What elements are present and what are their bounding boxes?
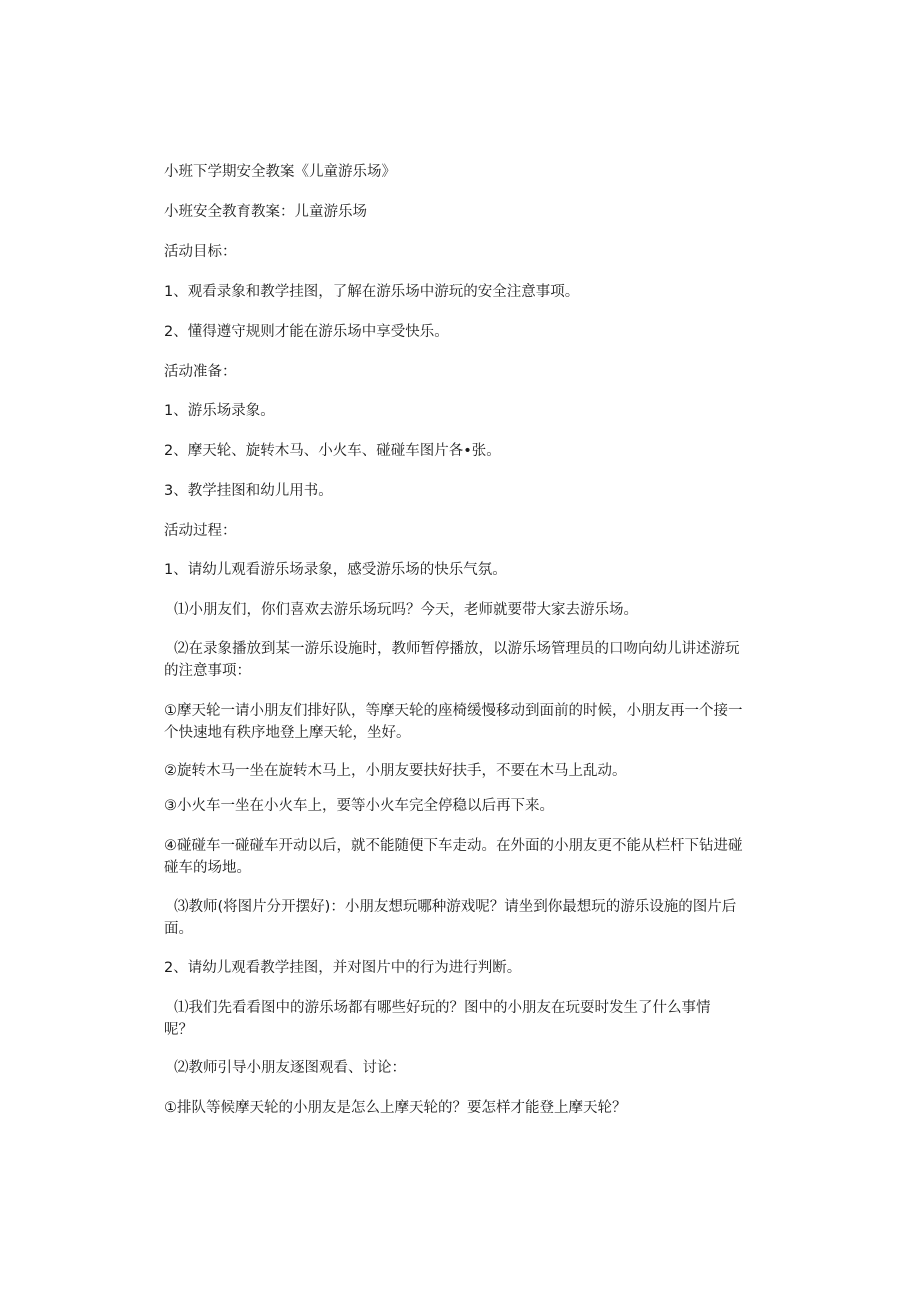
step-1-3-line-2: 面。 bbox=[164, 921, 193, 937]
prep-heading: 活动准备： bbox=[164, 364, 237, 380]
step-1-2-line-2: 的注意事项： bbox=[164, 663, 251, 679]
rule-3: ③小火车一坐在小火车上，要等小火车完全停稳以后再下来。 bbox=[164, 798, 554, 814]
step-1-2-line-1: ⑵在录象播放到某一游乐设施时，教师暂停播放，以游乐场管理员的口吻向幼儿讲述游玩 bbox=[174, 641, 740, 657]
document-title: 小班下学期安全教案《儿童游乐场》 bbox=[164, 164, 396, 180]
goal-item-1: 1、观看录象和教学挂图，了解在游乐场中游玩的安全注意事项。 bbox=[164, 284, 580, 300]
rule-2: ②旋转木马一坐在旋转木马上，小朋友要扶好扶手，不要在木马上乱动。 bbox=[164, 763, 627, 779]
prep-item-1: 1、游乐场录象。 bbox=[164, 403, 275, 419]
rule-1-line-2: 个快速地有秩序地登上摩天轮，坐好。 bbox=[164, 725, 411, 741]
prep-item-3: 3、教学挂图和幼儿用书。 bbox=[164, 483, 333, 499]
process-heading: 活动过程： bbox=[164, 523, 237, 539]
goal-item-2: 2、懂得遵守规则才能在游乐场中享受快乐。 bbox=[164, 324, 449, 340]
step-1-1: ⑴小朋友们，你们喜欢去游乐场玩吗？今天，老师就要带大家去游乐场。 bbox=[174, 602, 638, 618]
step-1: 1、请幼儿观看游乐场录象，感受游乐场的快乐气氛。 bbox=[164, 562, 507, 578]
step-2-2: ⑵教师引导小朋友逐图观看、讨论： bbox=[174, 1060, 406, 1076]
question-1: ①排队等候摩天轮的小朋友是怎么上摩天轮的？要怎样才能登上摩天轮？ bbox=[164, 1100, 627, 1116]
step-1-3-line-1: ⑶教师(将图片分开摆好)：小朋友想玩哪种游戏呢？请坐到你最想玩的游乐设施的图片后 bbox=[174, 899, 737, 915]
document-subtitle: 小班安全教育教案：儿童游乐场 bbox=[164, 204, 367, 220]
step-2: 2、请幼儿观看教学挂图，并对图片中的行为进行判断。 bbox=[164, 960, 522, 976]
prep-item-2: 2、摩天轮、旋转木马、小火车、碰碰车图片各•张。 bbox=[164, 443, 501, 459]
rule-4-line-2: 碰车的场地。 bbox=[164, 860, 251, 876]
step-2-1-line-2: 呢？ bbox=[164, 1022, 193, 1038]
rule-4-line-1: ④碰碰车一碰碰车开动以后，就不能随便下车走动。在外面的小朋友更不能从栏杆下钻进碰 bbox=[164, 838, 743, 854]
step-2-1-line-1: ⑴我们先看看图中的游乐场都有哪些好玩的？图中的小朋友在玩耍时发生了什么事情 bbox=[174, 1000, 711, 1016]
goals-heading: 活动目标： bbox=[164, 244, 237, 260]
rule-1-line-1: ①摩天轮一请小朋友们排好队，等摩天轮的座椅缓慢移动到面前的时候，小朋友再一个接一 bbox=[164, 703, 743, 719]
